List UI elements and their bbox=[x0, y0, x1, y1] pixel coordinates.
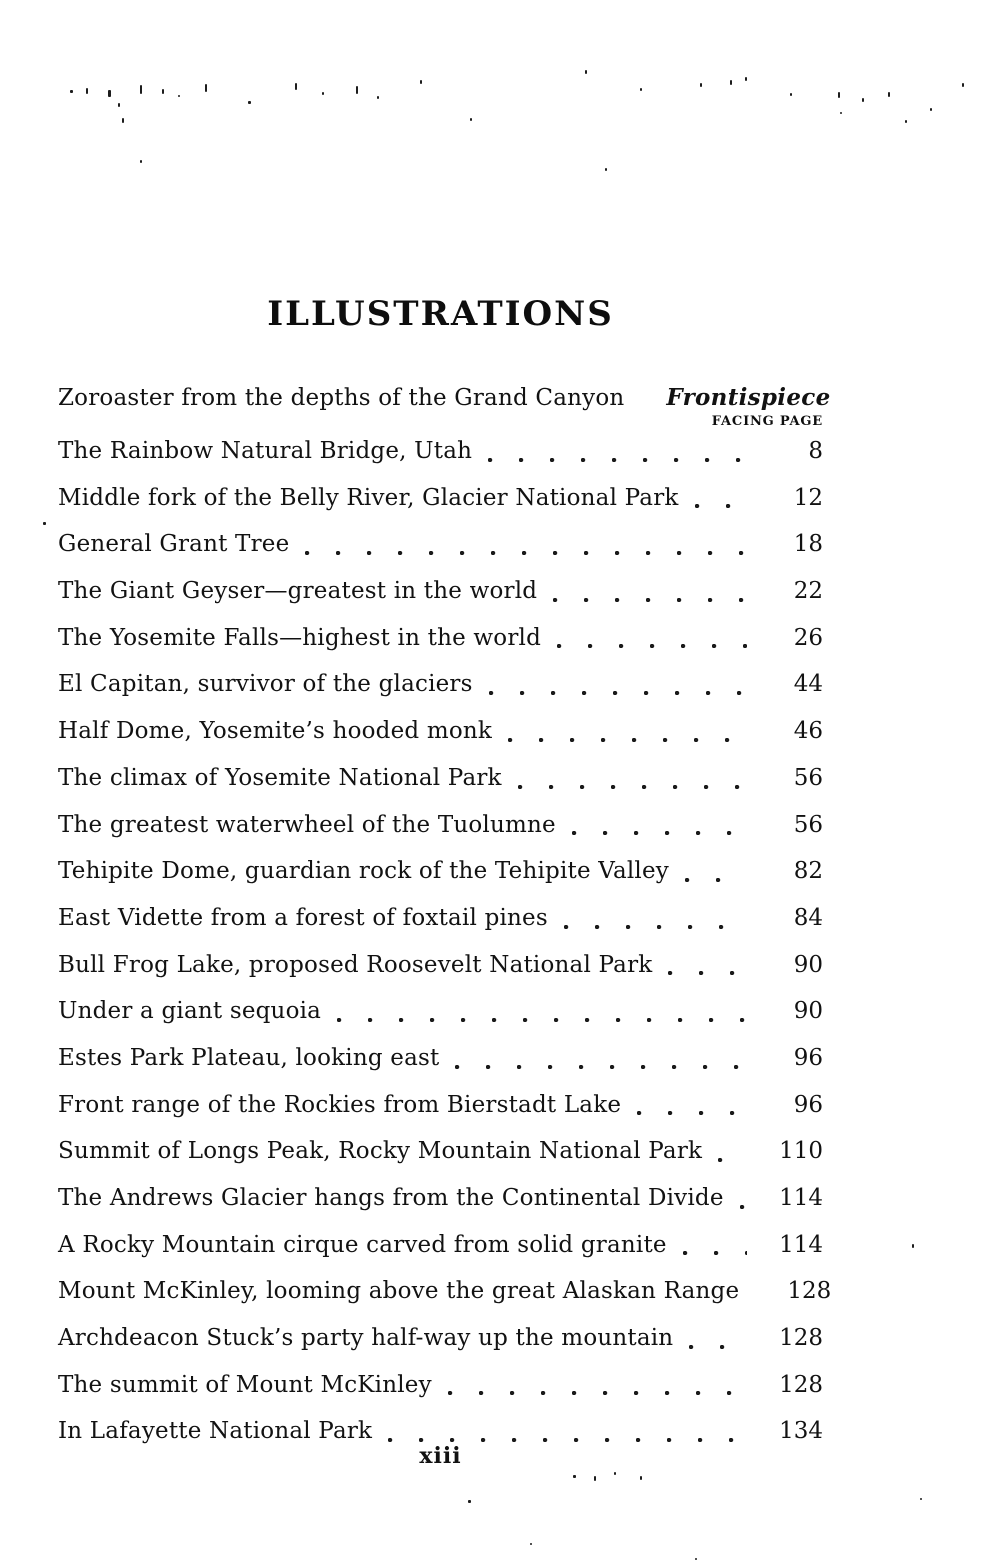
scan-speckle bbox=[468, 1500, 471, 1503]
entry-title: Estes Park Plateau, looking east bbox=[58, 1044, 440, 1071]
entry-title: El Capitan, survivor of the glaciers bbox=[58, 671, 473, 698]
scan-speckle bbox=[640, 1476, 642, 1480]
illustration-list bbox=[58, 375, 832, 1455]
entry-title: Mount McKinley, looming above the great Alaskan Range bbox=[58, 1278, 740, 1305]
entry-title: The Giant Geyser—greatest in the world bbox=[58, 578, 538, 605]
entry-title: Archdeacon Stuck’s party half-way up the mountain bbox=[58, 1325, 674, 1352]
scan-speckle bbox=[614, 1472, 616, 1475]
dot-leader bbox=[668, 971, 747, 975]
dot-leader bbox=[685, 878, 747, 882]
entry-page-number: 46 bbox=[793, 718, 823, 745]
illustration-entry bbox=[58, 615, 823, 662]
entry-page-number: 12 bbox=[793, 484, 823, 511]
entry-title: Middle fork of the Belly River, Glacier National Park bbox=[58, 484, 679, 511]
scan-speckle bbox=[178, 95, 180, 97]
dot-leader bbox=[488, 458, 747, 462]
dot-leader bbox=[337, 1018, 747, 1022]
scan-speckle bbox=[640, 88, 642, 91]
illustration-entry bbox=[58, 1082, 823, 1129]
entry-title: Tehipite Dome, guardian rock of the Tehipite Valley bbox=[58, 858, 669, 885]
scan-speckle bbox=[920, 1498, 922, 1500]
dot-leader bbox=[564, 925, 747, 929]
dot-leader bbox=[683, 1251, 747, 1255]
scan-speckle bbox=[162, 89, 164, 94]
scan-speckle bbox=[840, 112, 842, 114]
entry-title: The Yosemite Falls—highest in the world bbox=[58, 624, 542, 651]
illustration-entry bbox=[58, 568, 823, 615]
scan-speckle bbox=[140, 160, 142, 163]
scan-speckle bbox=[700, 83, 702, 87]
entry-page-number: 22 bbox=[793, 578, 823, 605]
entry-page-number: 84 bbox=[793, 904, 823, 931]
entry-title: A Rocky Mountain cirque carved from solid granite bbox=[58, 1231, 667, 1258]
scan-speckle bbox=[377, 96, 379, 99]
illustration-entry bbox=[58, 521, 823, 568]
dot-leader bbox=[305, 551, 747, 555]
illustration-entry bbox=[58, 1268, 832, 1315]
entry-title: In Lafayette National Park bbox=[58, 1418, 373, 1445]
scan-speckle bbox=[108, 90, 111, 97]
illustration-entry bbox=[58, 475, 823, 522]
entry-page-number: 96 bbox=[793, 1091, 823, 1118]
illustration-entry bbox=[58, 1175, 823, 1222]
entry-title: General Grant Tree bbox=[58, 531, 290, 558]
entry-page-number: 90 bbox=[793, 951, 823, 978]
scan-speckle bbox=[118, 103, 120, 107]
entry-page-number: 44 bbox=[793, 671, 823, 698]
scan-speckle bbox=[205, 84, 207, 92]
scan-speckle bbox=[530, 1543, 532, 1545]
entry-title: Summit of Longs Peak, Rocky Mountain National Park bbox=[58, 1138, 703, 1165]
illustration-entry bbox=[58, 848, 823, 895]
illustration-entry bbox=[58, 708, 823, 755]
entry-page-number: 26 bbox=[793, 624, 823, 651]
dot-leader bbox=[448, 1391, 747, 1395]
illustration-entry bbox=[58, 375, 831, 428]
scan-speckle bbox=[605, 168, 607, 171]
dot-leader bbox=[695, 504, 747, 508]
entry-title: Bull Frog Lake, proposed Roosevelt National Park bbox=[58, 951, 653, 978]
illustration-entry bbox=[58, 1315, 823, 1362]
entry-title: Zoroaster from the depths of the Grand Canyon bbox=[58, 385, 625, 411]
entry-title: The summit of Mount McKinley bbox=[58, 1371, 432, 1398]
entry-page-number: 82 bbox=[793, 858, 823, 885]
dot-leader bbox=[689, 1345, 747, 1349]
dot-leader bbox=[572, 831, 747, 835]
scan-speckle bbox=[745, 77, 747, 81]
scan-speckle bbox=[862, 98, 864, 102]
entry-page-number: 128 bbox=[779, 1325, 823, 1352]
dot-leader bbox=[557, 644, 747, 648]
scan-speckle bbox=[838, 92, 840, 98]
scan-speckle bbox=[594, 1476, 596, 1481]
scan-speckle bbox=[962, 83, 964, 87]
entry-page-number: 114 bbox=[779, 1231, 823, 1258]
entry-page-number: 18 bbox=[793, 531, 823, 558]
scan-speckle bbox=[888, 92, 890, 97]
dot-leader bbox=[508, 738, 747, 742]
dot-leader bbox=[553, 598, 747, 602]
scan-speckle bbox=[905, 120, 907, 123]
scan-speckle bbox=[730, 80, 732, 85]
scan-speckle bbox=[420, 80, 422, 84]
scan-speckle bbox=[470, 118, 472, 121]
entry-title: The Andrews Glacier hangs from the Continental Divide bbox=[58, 1185, 724, 1211]
scan-speckle bbox=[70, 90, 73, 93]
entry-title: The Rainbow Natural Bridge, Utah bbox=[58, 438, 473, 464]
page-number-folio: xiii bbox=[419, 1443, 462, 1469]
entry-title: The greatest waterwheel of the Tuolumne bbox=[58, 811, 556, 838]
facing-page-label: FACING PAGE bbox=[711, 414, 823, 429]
scan-speckle bbox=[573, 1475, 576, 1478]
entry-page-number: 90 bbox=[793, 998, 823, 1025]
illustration-entry bbox=[58, 802, 823, 849]
entry-page-number: 114 bbox=[779, 1185, 823, 1211]
entry-page-number: 56 bbox=[793, 764, 823, 791]
entry-page-number: 96 bbox=[793, 1044, 823, 1071]
illustration-entry bbox=[58, 895, 823, 942]
illustration-entry bbox=[58, 1222, 823, 1269]
illustration-entry bbox=[58, 942, 823, 989]
page-title: ILLUSTRATIONS bbox=[267, 294, 614, 334]
dot-leader bbox=[637, 1111, 747, 1115]
illustration-entry bbox=[58, 988, 823, 1035]
dot-leader bbox=[718, 1158, 747, 1162]
illustration-entry bbox=[58, 1035, 823, 1082]
scan-speckle bbox=[122, 118, 124, 123]
dot-leader bbox=[740, 1205, 747, 1209]
dot-leader bbox=[388, 1438, 747, 1442]
entry-page-number: 128 bbox=[779, 1371, 823, 1398]
scan-speckle bbox=[356, 86, 358, 94]
dot-leader bbox=[518, 785, 747, 789]
entry-title: Front range of the Rockies from Bierstadt Lake bbox=[58, 1091, 622, 1118]
entry-page-number: 8 bbox=[808, 438, 823, 464]
entry-page-number: 134 bbox=[779, 1418, 823, 1445]
scan-speckle bbox=[930, 108, 932, 111]
scan-speckle bbox=[295, 83, 297, 90]
entry-page-number: 128 bbox=[787, 1278, 832, 1305]
entry-page-number: Frontispiece bbox=[666, 384, 831, 411]
entry-title: East Vidette from a forest of foxtail pines bbox=[58, 904, 548, 931]
dot-leader bbox=[489, 691, 747, 695]
illustration-entry bbox=[58, 1362, 823, 1409]
illustration-entry bbox=[58, 428, 823, 475]
entry-page-number: 56 bbox=[793, 811, 823, 838]
illustration-entry bbox=[58, 661, 823, 708]
entry-title: Half Dome, Yosemite’s hooded monk bbox=[58, 718, 493, 745]
entry-title: The climax of Yosemite National Park bbox=[58, 764, 502, 791]
scan-speckle bbox=[322, 92, 324, 95]
scan-speckle bbox=[140, 85, 142, 94]
scan-speckle bbox=[248, 101, 251, 104]
illustration-entry bbox=[58, 1128, 823, 1175]
dot-leader bbox=[455, 1065, 747, 1069]
scan-speckle bbox=[790, 93, 792, 96]
scan-speckle bbox=[912, 1244, 914, 1248]
entry-title: Under a giant sequoia bbox=[58, 998, 322, 1025]
scan-speckle bbox=[43, 522, 46, 525]
entry-page-number: 110 bbox=[779, 1138, 823, 1165]
scan-speckle bbox=[86, 88, 88, 94]
illustration-entry bbox=[58, 755, 823, 802]
scan-speckle bbox=[585, 70, 587, 74]
